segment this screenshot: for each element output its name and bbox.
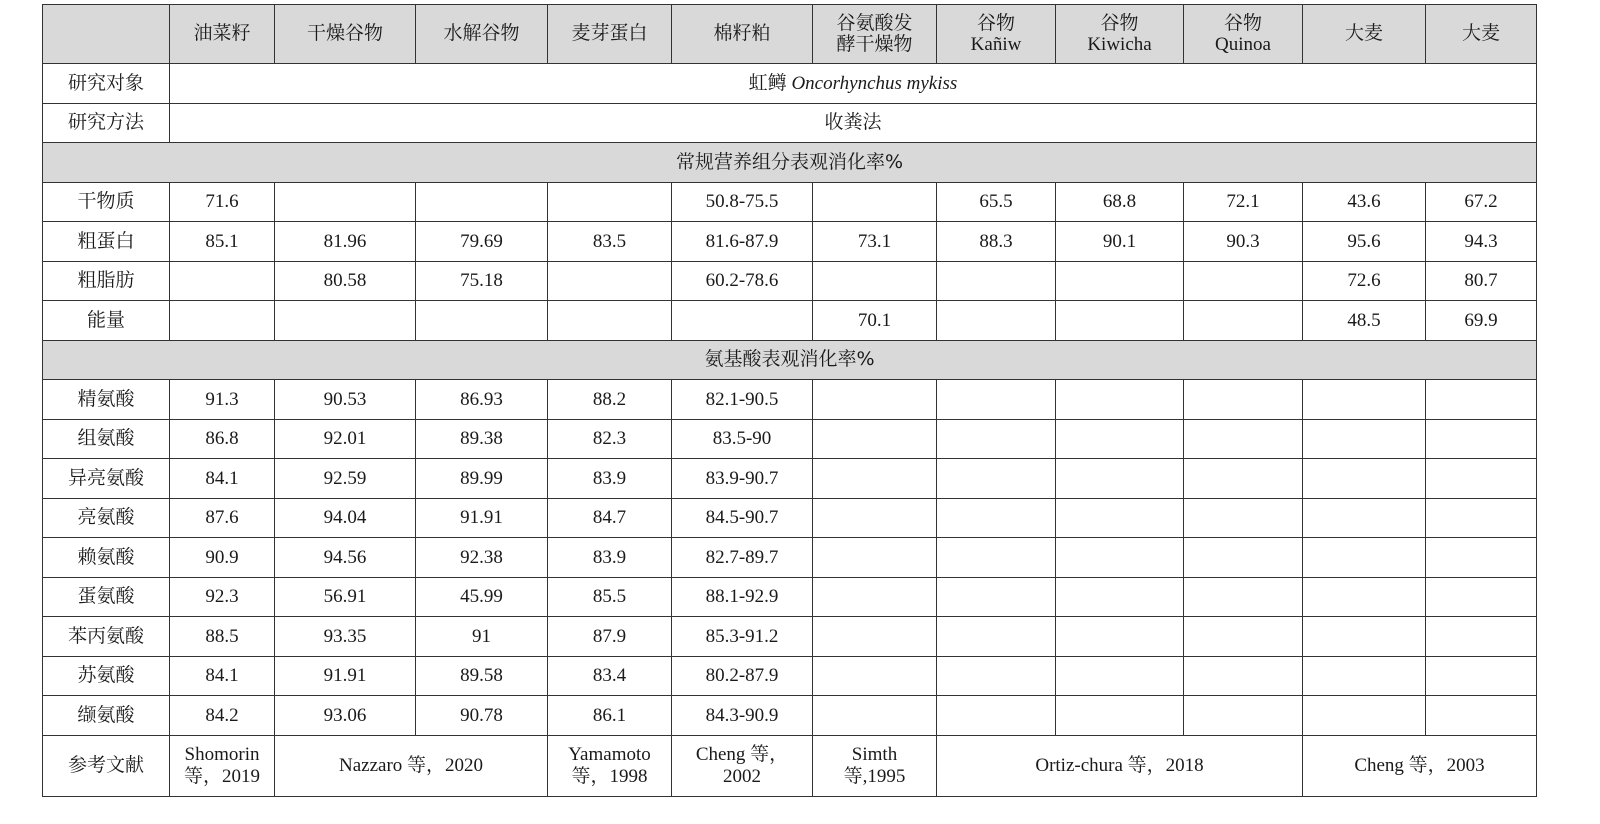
header-col-8-line2: Kiwicha [1087,34,1152,55]
ref-1-line2: 等，2019 [183,765,260,787]
table-cell: 93.35 [275,617,416,657]
table-cell: 90.9 [170,538,275,578]
subject-value [170,64,1537,104]
ref-cell-3 [548,735,672,796]
table-cell: 87.9 [548,617,672,657]
table-cell [1184,617,1303,657]
table-cell [937,419,1056,459]
table-cell [416,182,548,222]
table-cell [1426,498,1537,538]
table-cell [1303,577,1426,617]
table-cell: 71.6 [170,182,275,222]
section-row-conventional [43,143,1537,183]
table-cell: 79.69 [416,222,548,262]
digestibility-table [42,4,1537,797]
table-cell [813,656,937,696]
table-row [43,459,1537,499]
table-cell: 50.8-75.5 [672,182,813,222]
table-cell [1184,261,1303,301]
ref-cell-7 [1303,735,1537,796]
table-cell: 43.6 [1303,182,1426,222]
method-row [43,103,1537,143]
table-cell: 72.1 [1184,182,1303,222]
ref-cell-1 [170,735,275,796]
ref-4-line1: Cheng 等， [695,744,789,766]
table-cell [1303,696,1426,736]
header-col-7 [937,5,1056,64]
table-cell [1303,380,1426,420]
conventional-rows [43,182,1537,340]
table-cell [813,538,937,578]
table-cell: 85.3-91.2 [672,617,813,657]
table-row [43,656,1537,696]
table-cell [1303,617,1426,657]
table-row [43,419,1537,459]
row-label: 苯丙氨酸 [43,617,170,657]
ref-3-line1: Yamamoto [568,744,651,766]
section-row-amino [43,340,1537,380]
header-col-1-line1: 油菜籽 [193,23,251,45]
row-label: 能量 [43,301,170,341]
table-cell [1184,538,1303,578]
table-cell [548,261,672,301]
table-cell: 75.18 [416,261,548,301]
table-cell: 89.38 [416,419,548,459]
header-corner [43,5,170,64]
table-cell [1184,577,1303,617]
table-cell [170,261,275,301]
table-cell [813,577,937,617]
row-label: 精氨酸 [43,380,170,420]
ref-2-line1: Nazzaro 等，2020 [338,754,484,776]
header-col-7-line2: Kañiw [970,34,1022,55]
header-col-11 [1426,5,1537,64]
table-cell: 80.7 [1426,261,1537,301]
table-row [43,538,1537,578]
table-row [43,696,1537,736]
table-cell: 81.96 [275,222,416,262]
table-cell: 89.58 [416,656,548,696]
table-row [43,577,1537,617]
subject-label: 研究对象 [43,64,170,104]
header-col-6 [813,5,937,64]
table-cell [813,498,937,538]
table-cell [813,617,937,657]
row-label: 粗蛋白 [43,222,170,262]
table-cell: 60.2-78.6 [672,261,813,301]
method-value: 收粪法 [170,103,1537,143]
table-cell [1426,656,1537,696]
table-cell: 84.2 [170,696,275,736]
table-cell [937,617,1056,657]
table-cell: 56.91 [275,577,416,617]
ref-7-line1: Cheng 等，2003 [1354,754,1485,776]
header-col-5 [672,5,813,64]
table-cell [1303,459,1426,499]
header-col-5-line1: 棉籽粕 [713,23,771,45]
table-cell [937,656,1056,696]
table-cell: 80.58 [275,261,416,301]
header-col-8 [1056,5,1184,64]
table-cell [813,419,937,459]
table-cell [813,380,937,420]
row-label: 异亮氨酸 [43,459,170,499]
table-cell: 48.5 [1303,301,1426,341]
table-cell [1184,696,1303,736]
table-cell [1303,498,1426,538]
row-label: 缬氨酸 [43,696,170,736]
section-title-amino: 氨基酸表观消化率% [43,340,1537,380]
table-cell [937,696,1056,736]
header-col-8-line1: 谷物 [1100,12,1139,34]
table-cell [275,182,416,222]
table-cell [1184,459,1303,499]
header-col-9-line2: Quinoa [1215,34,1271,55]
ref-cell-5 [813,735,937,796]
ref-cell-2 [275,735,548,796]
table-cell: 70.1 [813,301,937,341]
header-col-6-line2: 酵干燥物 [836,34,913,55]
table-cell [1056,380,1184,420]
table-cell: 94.3 [1426,222,1537,262]
table-cell: 94.56 [275,538,416,578]
table-cell: 68.8 [1056,182,1184,222]
table-cell: 82.3 [548,419,672,459]
table-cell: 92.3 [170,577,275,617]
table-cell: 93.06 [275,696,416,736]
table-cell: 73.1 [813,222,937,262]
header-col-3-line1: 水解谷物 [443,23,520,45]
table-cell: 90.78 [416,696,548,736]
table-cell [937,459,1056,499]
table-cell: 84.1 [170,656,275,696]
table-cell [1184,380,1303,420]
header-col-4 [548,5,672,64]
table-cell: 86.93 [416,380,548,420]
table-cell [1303,419,1426,459]
table-cell [1056,261,1184,301]
table-cell [548,301,672,341]
table-cell: 84.7 [548,498,672,538]
table-cell: 83.9 [548,459,672,499]
table-cell: 83.4 [548,656,672,696]
table-cell: 82.1-90.5 [672,380,813,420]
table-row [43,498,1537,538]
ref-cell-4 [672,735,813,796]
table-cell: 83.9-90.7 [672,459,813,499]
table-cell [937,577,1056,617]
table-cell [1303,656,1426,696]
table-cell [937,538,1056,578]
table-cell [1056,577,1184,617]
table-container [42,4,1537,797]
header-col-1 [170,5,275,64]
subject-name-latin: Oncorhynchus mykiss [791,72,958,94]
row-label: 蛋氨酸 [43,577,170,617]
table-cell: 88.1-92.9 [672,577,813,617]
table-cell: 89.99 [416,459,548,499]
table-cell: 84.3-90.9 [672,696,813,736]
table-cell [1056,419,1184,459]
table-cell: 91.3 [170,380,275,420]
table-cell [1056,656,1184,696]
table-cell [416,301,548,341]
table-cell [1184,498,1303,538]
row-label: 组氨酸 [43,419,170,459]
table-cell: 85.1 [170,222,275,262]
ref-6-line1: Ortiz-chura 等，2018 [1035,754,1204,776]
table-cell: 90.3 [1184,222,1303,262]
table-row [43,380,1537,420]
table-cell [1303,538,1426,578]
table-cell: 88.5 [170,617,275,657]
table-cell [937,261,1056,301]
table-cell [1426,538,1537,578]
table-cell: 84.1 [170,459,275,499]
table-cell [1426,380,1537,420]
table-cell [1056,538,1184,578]
table-cell: 87.6 [170,498,275,538]
table-cell: 90.1 [1056,222,1184,262]
table-cell [1056,459,1184,499]
ref-cell-6 [937,735,1303,796]
header-col-9 [1184,5,1303,64]
header-col-10-line1: 大麦 [1344,23,1383,45]
table-cell [1184,301,1303,341]
table-cell [1426,696,1537,736]
table-cell: 72.6 [1303,261,1426,301]
table-cell [937,498,1056,538]
table-cell [813,459,937,499]
table-cell [813,261,937,301]
header-col-3 [416,5,548,64]
ref-1-line1: Shomorin [184,744,260,766]
header-col-2 [275,5,416,64]
table-cell [1184,419,1303,459]
table-cell [1426,577,1537,617]
amino-rows [43,380,1537,736]
table-cell [275,301,416,341]
row-label: 苏氨酸 [43,656,170,696]
table-cell: 82.7-89.7 [672,538,813,578]
table-cell [548,182,672,222]
table-cell: 92.01 [275,419,416,459]
table-row [43,261,1537,301]
row-label: 亮氨酸 [43,498,170,538]
references-row [43,735,1537,796]
header-col-7-line1: 谷物 [976,12,1015,34]
table-cell: 67.2 [1426,182,1537,222]
table-cell: 88.2 [548,380,672,420]
table-cell: 69.9 [1426,301,1537,341]
header-col-4-line1: 麦芽蛋白 [571,23,648,45]
table-cell [1426,617,1537,657]
table-cell [937,380,1056,420]
header-col-10 [1303,5,1426,64]
table-cell: 81.6-87.9 [672,222,813,262]
table-row [43,182,1537,222]
table-cell: 83.5 [548,222,672,262]
table-cell: 86.1 [548,696,672,736]
table-cell [937,301,1056,341]
table-cell: 91 [416,617,548,657]
table-cell: 94.04 [275,498,416,538]
table-cell: 85.5 [548,577,672,617]
ref-5-line1: Simth [851,744,898,766]
table-cell: 88.3 [937,222,1056,262]
table-cell: 80.2-87.9 [672,656,813,696]
table-cell: 65.5 [937,182,1056,222]
table-row [43,301,1537,341]
header-col-9-line1: 谷物 [1223,12,1262,34]
table-cell: 45.99 [416,577,548,617]
table-row [43,617,1537,657]
row-label: 粗脂肪 [43,261,170,301]
table-cell [1056,617,1184,657]
table-cell [813,182,937,222]
table-cell [1056,696,1184,736]
table-row [43,222,1537,262]
table-cell [1056,498,1184,538]
table-cell: 86.8 [170,419,275,459]
ref-4-line2: 2002 [723,765,761,787]
table-cell [170,301,275,341]
table-cell [813,696,937,736]
table-cell: 90.53 [275,380,416,420]
table-cell [1184,656,1303,696]
header-col-2-line1: 干燥谷物 [306,23,383,45]
subject-name-zh: 虹鳟 [748,71,787,94]
table-cell: 83.9 [548,538,672,578]
subject-row [43,64,1537,104]
table-cell [672,301,813,341]
table-cell: 95.6 [1303,222,1426,262]
table-cell: 91.91 [275,656,416,696]
table-cell [1056,301,1184,341]
ref-5-line2: 等,1995 [843,765,906,787]
table-cell: 92.38 [416,538,548,578]
method-label: 研究方法 [43,103,170,143]
section-title-conventional: 常规营养组分表观消化率% [43,143,1537,183]
row-label: 干物质 [43,182,170,222]
ref-3-line2: 等，1998 [571,765,648,787]
table-cell: 91.91 [416,498,548,538]
header-row [43,5,1537,64]
table-cell [1426,459,1537,499]
header-col-6-line1: 谷氨酸发 [836,12,913,34]
table-cell: 84.5-90.7 [672,498,813,538]
table-cell: 92.59 [275,459,416,499]
references-label: 参考文献 [43,735,170,796]
table-cell [1426,419,1537,459]
header-col-11-line1: 大麦 [1461,23,1500,45]
row-label: 赖氨酸 [43,538,170,578]
table-cell: 83.5-90 [672,419,813,459]
